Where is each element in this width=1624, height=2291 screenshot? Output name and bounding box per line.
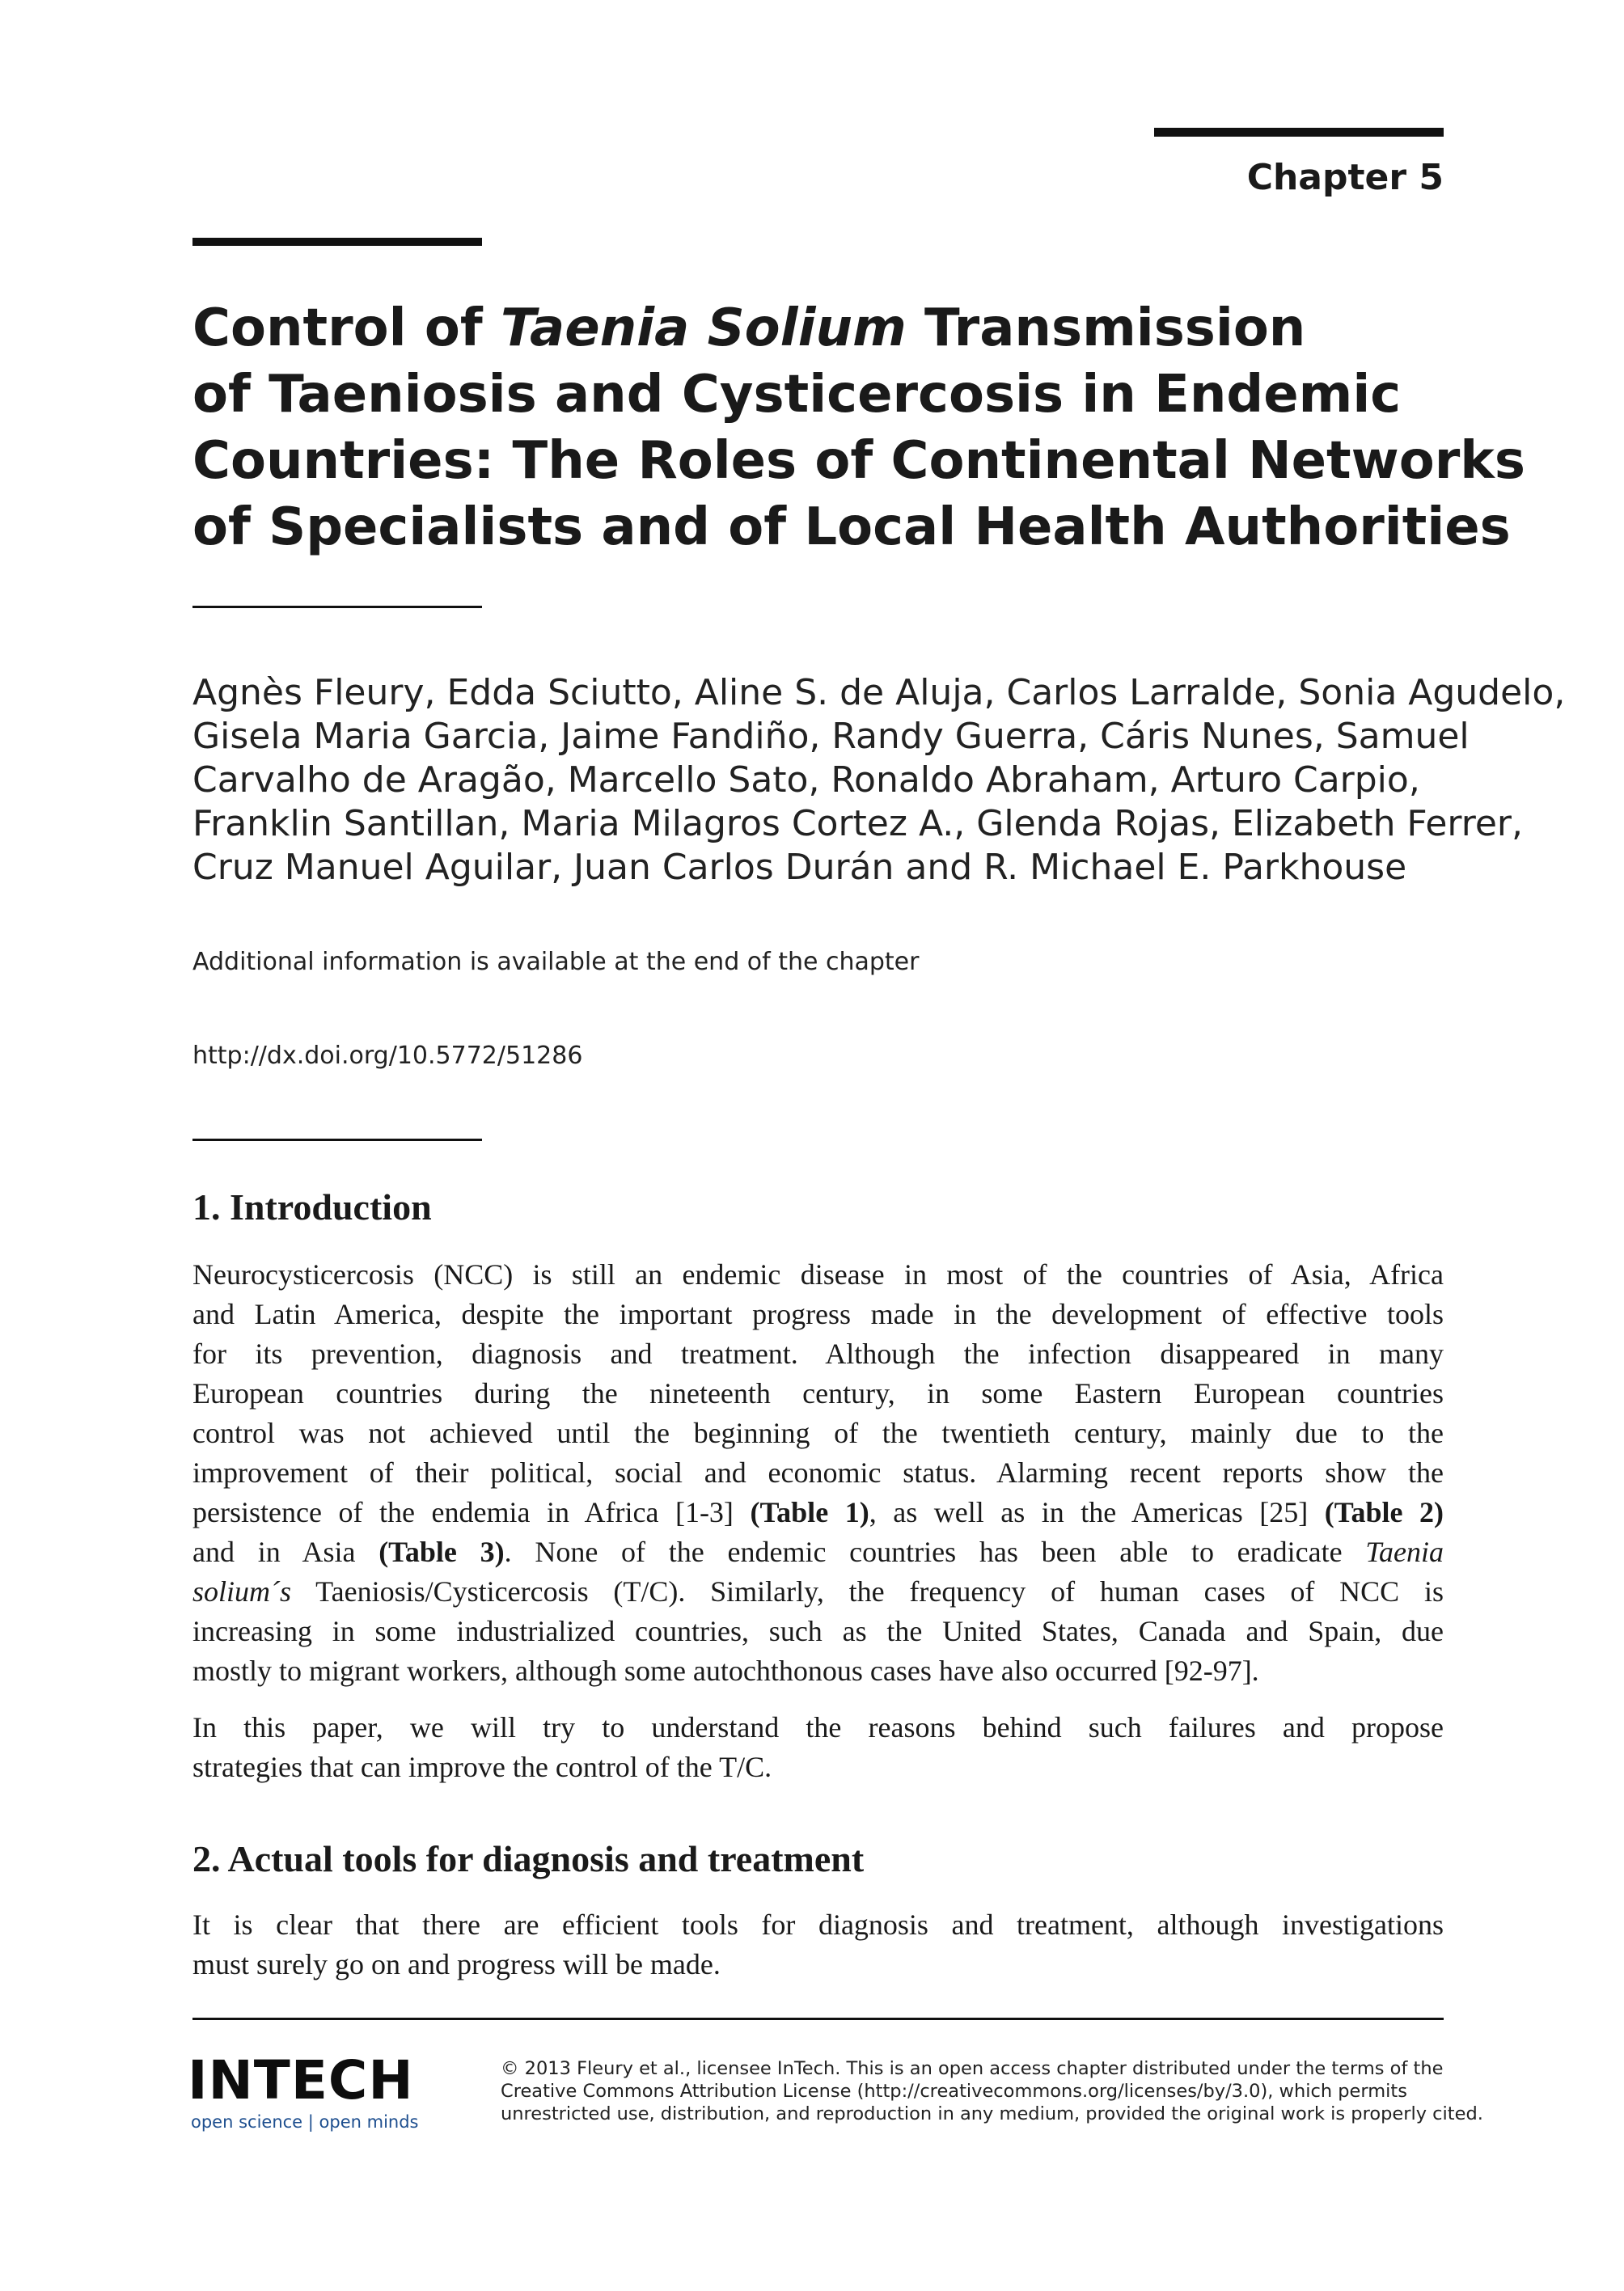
paragraph-line bbox=[192, 1493, 1444, 1532]
license-notice bbox=[501, 2057, 1483, 2125]
chapter-label: Chapter 5 bbox=[1246, 157, 1444, 198]
header-rule bbox=[1154, 128, 1444, 137]
paragraph-line: must surely go on and progress will be made. bbox=[192, 1948, 721, 1980]
title-line-4: of Specialists and of Local Health Authorities bbox=[192, 497, 1511, 557]
section-rule bbox=[192, 1139, 482, 1141]
doi-link[interactable]: http://dx.doi.org/10.5772/51286 bbox=[192, 1042, 583, 1070]
species-name: Taenia bbox=[1365, 1536, 1444, 1568]
tools-paragraph-1 bbox=[192, 1905, 1444, 1985]
paragraph-line: for its prevention, diagnosis and treatment. Although the infection disappeared in many bbox=[192, 1338, 1444, 1370]
license-line: © 2013 Fleury et al., licensee InTech. This is an open access chapter distributed under the terms of the bbox=[501, 2058, 1444, 2079]
paragraph-line bbox=[192, 1532, 1444, 1572]
introduction-paragraph-1 bbox=[192, 1255, 1444, 1691]
text-run: Taeniosis/Cysticercosis (T/C). Similarly, the frequency of human cases of NCC is bbox=[291, 1575, 1444, 1608]
license-line: unrestricted use, distribution, and reproduction in any medium, provided the original work is properly cited. bbox=[501, 2103, 1483, 2124]
paragraph-line: increasing in some industrialized countries, such as the United States, Canada and Spain, due bbox=[192, 1615, 1444, 1647]
additional-info-note: Additional information is available at the end of the chapter bbox=[192, 948, 920, 976]
logo-wordmark: INTECH bbox=[188, 2049, 414, 2111]
text-run: persistence of the endemia in Africa [1-3] bbox=[192, 1496, 751, 1528]
paragraph-line: It is clear that there are efficient tools for diagnosis and treatment, although investigations bbox=[192, 1908, 1444, 1941]
title-line-3: Countries: The Roles of Continental Networks bbox=[192, 431, 1525, 491]
text-run: and in Asia bbox=[192, 1536, 379, 1568]
paragraph-line: improvement of their political, social and economic status. Alarming recent reports show the bbox=[192, 1456, 1444, 1489]
paragraph-line: European countries during the nineteenth century, in some Eastern European countries bbox=[192, 1377, 1444, 1410]
text-run: , as well as in the Americas [25] bbox=[869, 1496, 1325, 1528]
title-line-1 bbox=[192, 295, 1454, 361]
license-line: Creative Commons Attribution License (http://creativecommons.org/licenses/by/3.0), which permits bbox=[501, 2081, 1407, 2102]
paragraph-line bbox=[192, 1572, 1444, 1612]
author-line: Gisela Maria Garcia, Jaime Fandiño, Randy Guerra, Cáris Nunes, Samuel bbox=[192, 716, 1470, 757]
title-text: Control of bbox=[192, 298, 501, 358]
paragraph-line: In this paper, we will try to understand the reasons behind such failures and propose bbox=[192, 1711, 1444, 1744]
introduction-paragraph-2 bbox=[192, 1708, 1444, 1787]
paragraph-line: strategies that can improve the control of the T/C. bbox=[192, 1751, 772, 1783]
table-3-reference: (Table 3) bbox=[379, 1536, 505, 1568]
tools-heading: 2. Actual tools for diagnosis and treatment bbox=[192, 1838, 865, 1879]
paragraph-line: mostly to migrant workers, although some autochthonous cases have also occurred [92-97]. bbox=[192, 1655, 1259, 1687]
paragraph-line: and Latin America, despite the important progress made in the development of effective tools bbox=[192, 1298, 1444, 1330]
title-species-name: Taenia Solium bbox=[500, 298, 907, 358]
intech-logo bbox=[188, 2049, 419, 2132]
logo-tagline: open science | open minds bbox=[191, 2112, 419, 2132]
title-top-rule bbox=[192, 238, 482, 246]
author-list bbox=[192, 671, 1566, 890]
footer-rule bbox=[192, 2018, 1444, 2020]
paragraph-line: control was not achieved until the beginning of the twentieth century, mainly due to the bbox=[192, 1417, 1444, 1449]
table-1-reference: (Table 1) bbox=[750, 1496, 869, 1528]
chapter-title bbox=[192, 295, 1525, 560]
title-line-2: of Taeniosis and Cysticercosis in Endemic bbox=[192, 365, 1402, 425]
author-line: Cruz Manuel Aguilar, Juan Carlos Durán and R. Michael E. Parkhouse bbox=[192, 847, 1407, 888]
text-run: . None of the endemic countries has been able to eradicate bbox=[504, 1536, 1366, 1568]
table-2-reference: (Table 2) bbox=[1324, 1496, 1444, 1528]
title-text: Transmission bbox=[906, 298, 1306, 358]
species-name: solium´s bbox=[192, 1575, 292, 1608]
introduction-heading: 1. Introduction bbox=[192, 1186, 432, 1228]
title-bottom-rule bbox=[192, 606, 482, 608]
author-line: Agnès Fleury, Edda Sciutto, Aline S. de Aluja, Carlos Larralde, Sonia Agudelo, bbox=[192, 672, 1566, 713]
paragraph-line: Neurocysticercosis (NCC) is still an endemic disease in most of the countries of Asia, Africa bbox=[192, 1258, 1444, 1291]
author-line: Franklin Santillan, Maria Milagros Cortez A., Glenda Rojas, Elizabeth Ferrer, bbox=[192, 803, 1523, 844]
author-line: Carvalho de Aragão, Marcello Sato, Ronaldo Abraham, Arturo Carpio, bbox=[192, 759, 1420, 801]
